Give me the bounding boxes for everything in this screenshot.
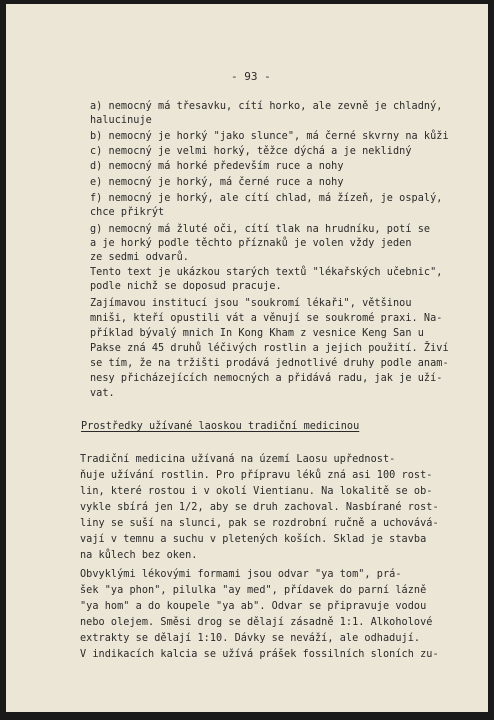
text-line: halucinuje (90, 115, 152, 126)
text-line: vykle sbírá jen 1/2, aby se druh zachoval. Nasbírané rost- (80, 502, 439, 513)
text-line: a) nemocný má třesavku, cítí horko, ale zevně je chladný, (90, 101, 443, 112)
text-line: Tento text je ukázkou starých textů "lékařských učebnic", (90, 267, 443, 278)
text-line: lin, které rostou i v okolí Vientianu. Na lokalitě se ob- (80, 486, 433, 497)
text-line: chce přikrýt (90, 207, 165, 218)
text-line: extrakty se dělají 1:10. Dávky se neváží, ale odhadují. (80, 633, 421, 644)
text-line: vat. (90, 388, 115, 399)
text-line: f) nemocný je horký, ale cítí chlad, má žízeň, je ospalý, (90, 193, 443, 204)
text-line: c) nemocný je velmi horký, těžce dýchá a je neklidný (90, 146, 412, 157)
text-line: "ya hom" a do koupele "ya ab". Odvar se připravuje vodou (80, 601, 427, 612)
text-line: Obvyklými lékovými formami jsou odvar "ya tom", prá- (80, 569, 402, 580)
text-line: Pakse zná 45 druhů léčivých rostlin a jejich použití. Živí (90, 343, 449, 354)
text-line: V indikacích kalcia se užívá prášek fossilních sloních zu- (80, 649, 439, 660)
page-number: - 93 - (231, 70, 271, 83)
text-line: se tím, že na tržišti prodává jednotlivé druhy podle anam- (90, 358, 449, 369)
text-line: vají v temnu a suchu v pletených koších. Sklad je stavba (80, 534, 427, 545)
section-heading: Prostředky užívané laoskou tradiční medicinou (81, 421, 360, 432)
text-line: příklad bývalý mnich In Kong Kham z vesnice Keng San u (90, 328, 424, 339)
text-line: šek "ya phon", pilulka "ay med", přídavek do parní lázně (80, 585, 427, 596)
text-line: d) nemocný má horké především ruce a nohy (90, 161, 344, 172)
document-page (6, 4, 488, 712)
text-line: Tradiční medicina užívaná na území Laosu upřednost- (80, 454, 396, 465)
text-line: g) nemocný má žluté oči, cítí tlak na hrudníku, potí se (90, 224, 431, 235)
text-line: mniši, kteří opustili vát a věnují se soukromé praxi. Na- (90, 313, 443, 324)
text-line: ňuje užívání rostlin. Pro přípravu léků zná asi 100 rost- (80, 470, 433, 481)
text-line: b) nemocný je horký "jako slunce", má černé skvrny na kůži (90, 131, 449, 142)
text-line: nesy přicházejících nemocných a přidává radu, jak je uží- (90, 373, 443, 384)
text-line: nebo olejem. Směsi drog se dělají zásadně 1:1. Alkoholové (80, 617, 433, 628)
text-line: e) nemocný je horký, má černé ruce a nohy (90, 177, 344, 188)
text-line: na kůlech bez oken. (80, 550, 198, 561)
text-line: a je horký podle těchto příznaků je volen vždy jeden (90, 238, 412, 249)
text-line: Zajímavou institucí jsou "soukromí lékaři", většinou (90, 298, 412, 309)
text-line: ze sedmi odvarů. (90, 252, 189, 263)
text-line: podle nichž se doposud pracuje. (90, 281, 282, 292)
text-line: liny se suší na slunci, pak se rozdrobní ručně a uchovává- (80, 518, 439, 529)
